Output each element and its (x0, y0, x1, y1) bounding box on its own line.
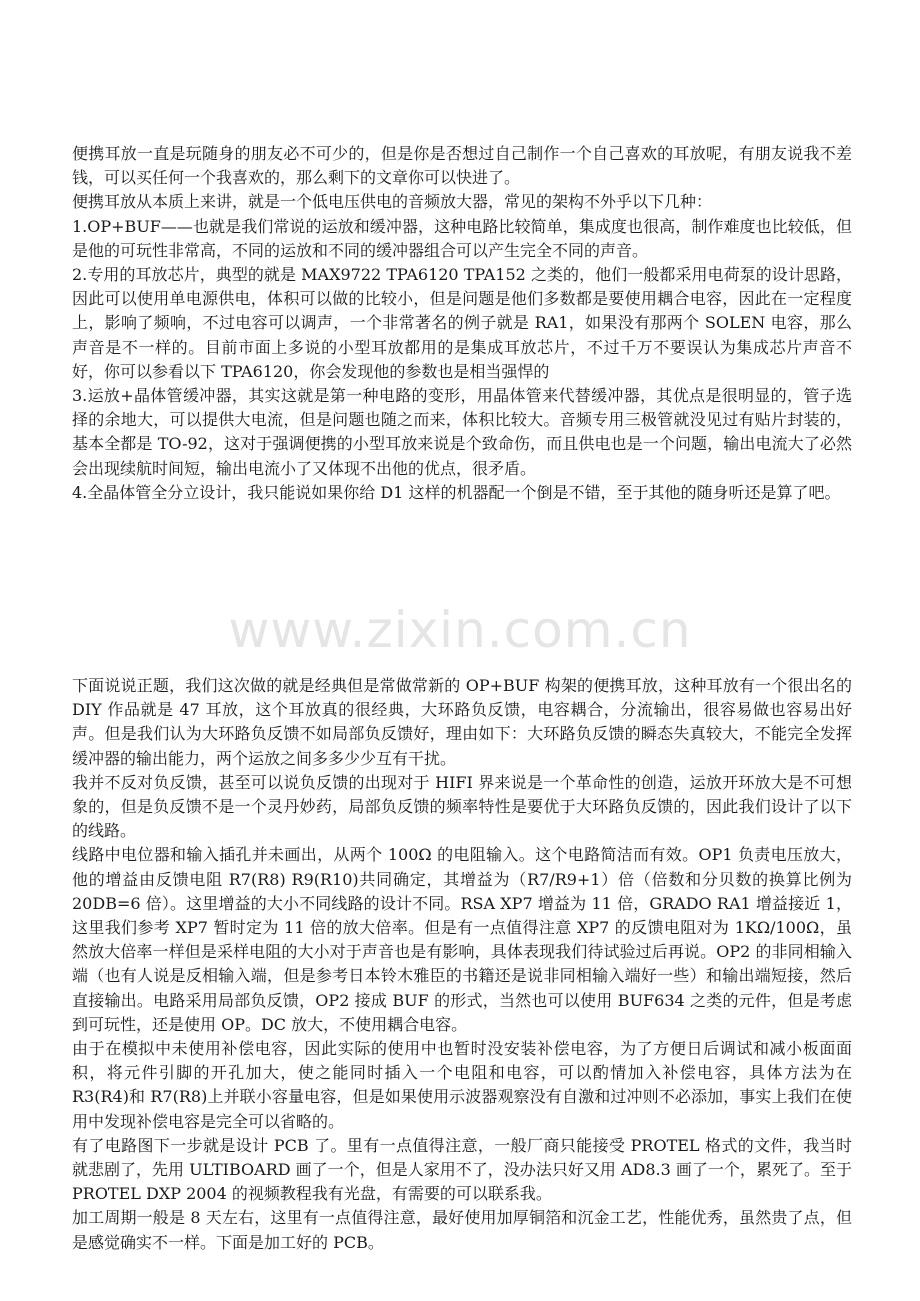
design-section (72, 674, 852, 1255)
paragraph: 加工周期一般是 8 天左右，这里有一点值得注意，最好使用加厚铜箔和沉金工艺，性能优秀，虽然贵了点，但是感觉确实不一样。下面是加工好的 PCB。 (72, 1208, 852, 1252)
paragraph: 1.OP+BUF——也就是我们常说的运放和缓冲器，这种电路比较简单，集成度也很高，制作难度也比较低，但是他的可玩性非常高，不同的运放和不同的缓冲器组合可以产生完全不同的声音。 (72, 216, 852, 260)
paragraph: 下面说说正题，我们这次做的就是经典但是常做常新的 OP+BUF 构架的便携耳放，这种耳放有一个很出名的 DIY 作品就是 47 耳放，这个耳放真的很经典，大环路负反馈，电容耦合，分流输出，很容易做也容易出好声。但是我们认为大环路负反馈不如局部负反馈好，理由如下：大环路负反馈的瞬态失真较大，不能完全发挥缓冲器的输出能力，两个运放之间多多少少互有干扰。 (72, 676, 852, 768)
watermark-text: www.zixin.com.cn (228, 601, 692, 659)
paragraph: 便携耳放从本质上来讲，就是一个低电压供电的音频放大器，常见的架构不外乎以下几种： (72, 192, 713, 212)
paragraph: 我并不反对负反馈，甚至可以说负反馈的出现对于 HIFI 界来说是一个革命性的创造，运放开环放大是不可想象的，但是负反馈不是一个灵丹妙药，局部负反馈的频率特性是要优于大环路负反馈的，因此我们设计了以下的线路。 (72, 772, 852, 841)
intro-section (72, 142, 852, 505)
paragraph: 2.专用的耳放芯片，典型的就是 MAX9722 TPA6120 TPA152 之类的，他们一般都采用电荷泵的设计思路，因此可以使用单电源供电，体积可以做的比较小，但是问题是他们多数都是要使用耦合电容，因此在一定程度上，影响了频响，不过电容可以调声，一个非常著名的例子就是 RA1，如果没有那两个 SOLEN 电容，那么声音是不一样的。目前市面上多说的小型耳放都用的是集成耳放芯片，不过千万不要误认为集成芯片声音不好，你可以参看以下 TPA6120，你会发现他的参数也是相当强悍的 (72, 265, 852, 381)
paragraph: 有了电路图下一步就是设计 PCB 了。里有一点值得注意，一般厂商只能接受 PROTEL 格式的文件，我当时就悲剧了，先用 ULTIBOARD 画了一个，但是人家用不了，没办法只好又用 AD8.3 画了一个，累死了。至于 PROTEL DXP 2004 的视频教程我有光盘，有需要的可以联系我。 (72, 1135, 852, 1204)
paragraph: 由于在模拟中未使用补偿电容，因此实际的使用中也暂时没安装补偿电容，为了方便日后调试和减小板面面积，将元件引脚的开孔加大，使之能同时插入一个电阻和电容，可以酌情加入补偿电容，具体方法为在 R3(R4)和 R7(R8)上并联小容量电容，但是如果使用示波器观察没有自激和过冲则不必添加，事实上我们在使用中发现补偿电容是完全可以省略的。 (72, 1039, 852, 1131)
paragraph: 线路中电位器和输入插孔并未画出，从两个 100Ω 的电阻输入。这个电路简洁而有效。OP1 负责电压放大，他的增益由反馈电阻 R7(R8) R9(R10)共同确定，其增益为（R7/R9+1）倍（倍数和分贝数的换算比例为 20DB=6 倍）。这里增益的大小不同线路的设计不同。RSA XP7 增益为 11 倍，GRADO RA1 增益接近 1，这里我们参考 XP7 暂时定为 11 倍的放大倍率。但是有一点值得注意 XP7 的反馈电阻对为 1KΩ/100Ω，虽然放大倍率一样但是采样电阻的大小对于声音也是有影响，具体表现我们待试验过后再说。OP2 的非同相输入端（也有人说是反相输入端，但是参考日本铃木雅臣的书籍还是说非同相输入端好一些）和输出端短接，然后直接输出。电路采用局部负反馈，OP2 接成 BUF 的形式，当然也可以使用 BUF634 之类的元件，但是考虑到可玩性，还是使用 OP。DC 放大，不使用耦合电容。 (72, 845, 852, 1034)
paragraph: 3.运放+晶体管缓冲器，其实这就是第一种电路的变形，用晶体管来代替缓冲器，其优点是很明显的，管子选择的余地大，可以提供大电流，但是问题也随之而来，体积比较大。音频专用三极管就没见过有贴片封装的，基本全都是 TO-92，这对于强调便携的小型耳放来说是个致命伤，而且供电也是一个问题，输出电流大了必然会出现续航时间短，输出电流小了又体现不出他的优点，很矛盾。 (72, 386, 852, 478)
paragraph: 4.全晶体管全分立设计，我只能说如果你给 D1 这样的机器配一个倒是不错，至于其他的随身听还是算了吧。 (72, 482, 841, 502)
paragraph: 便携耳放一直是玩随身的朋友必不可少的，但是你是否想过自己制作一个自己喜欢的耳放呢，有朋友说我不差钱，可以买任何一个我喜欢的，那么剩下的文章你可以快进了。 (72, 144, 852, 188)
